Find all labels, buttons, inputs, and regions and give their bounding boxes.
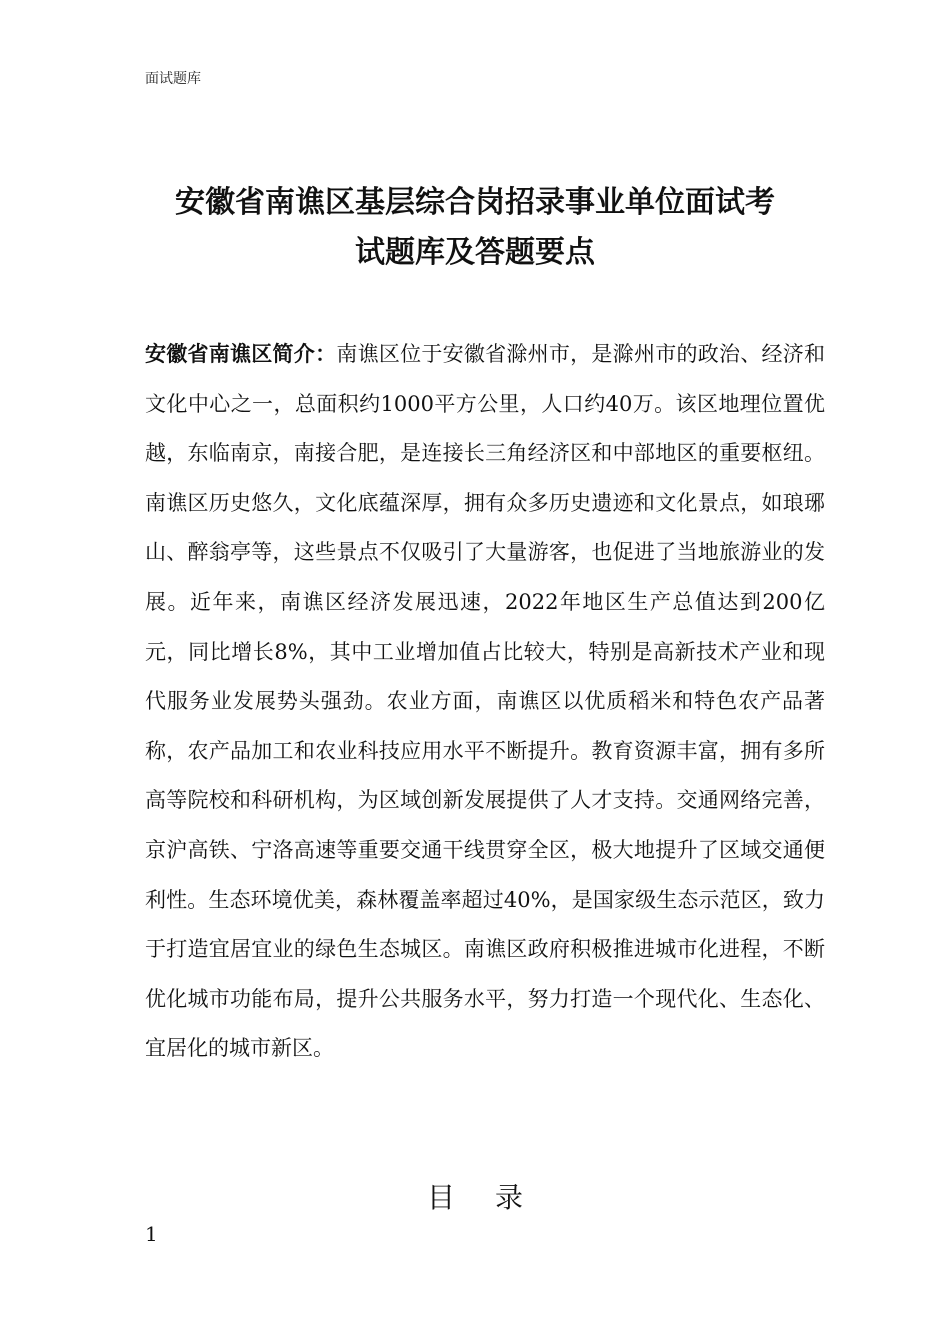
document-title-line-1: 安徽省南谯区基层综合岗招录事业单位面试考 [175, 185, 775, 220]
page-number: 1 [145, 1222, 158, 1246]
intro-label: 安徽省南谯区简介： [145, 342, 337, 366]
toc-heading: 目录 [426, 1181, 563, 1214]
page-header: 面试题库 [145, 71, 201, 87]
document-title-line-2: 试题库及答题要点 [355, 235, 595, 270]
intro-text: 南谯区位于安徽省滁州市，是滁州市的政治、经济和文化中心之一，总面积约1000平方公里，人口约40万。该区地理位置优越，东临南京，南接合肥，是连接长三角经济区和中部地区的重要枢纽。南谯区历史悠久，文化底蕴深厚，拥有众多历史遗迹和文化景点，如琅琊山、醉翁亭等，这些景点不仅吸引了大量游客，也促进了当地旅游业的发展。近年来，南谯区经济发展迅速，2022年地区生产总值达到200亿元，同比增长8%，其中工业增加值占比较大，特别是高新技术产业和现代服务业发展势头强劲。农业方面，南谯区以优质稻米和特色农产品著称，农产品加工和农业科技应用水平不断提升。教育资源丰富，拥有多所高等院校和科研机构，为区域创新发展提供了人才支持。交通网络完善，京沪高铁、宁洛高速等重要交通干线贯穿全区，极大地提升了区域交通便利性。生态环境优美，森林覆盖率超过40%，是国家级生态示范区，致力于打造宜居宜业的绿色生态城区。南谯区政府积极推进城市化进程，不断优化城市功能布局，提升公共服务水平，努力打造一个现代化、生态化、宜居化的城市新区。 [145, 342, 826, 1061]
document-title [140, 178, 810, 278]
intro-paragraph [145, 330, 825, 1074]
